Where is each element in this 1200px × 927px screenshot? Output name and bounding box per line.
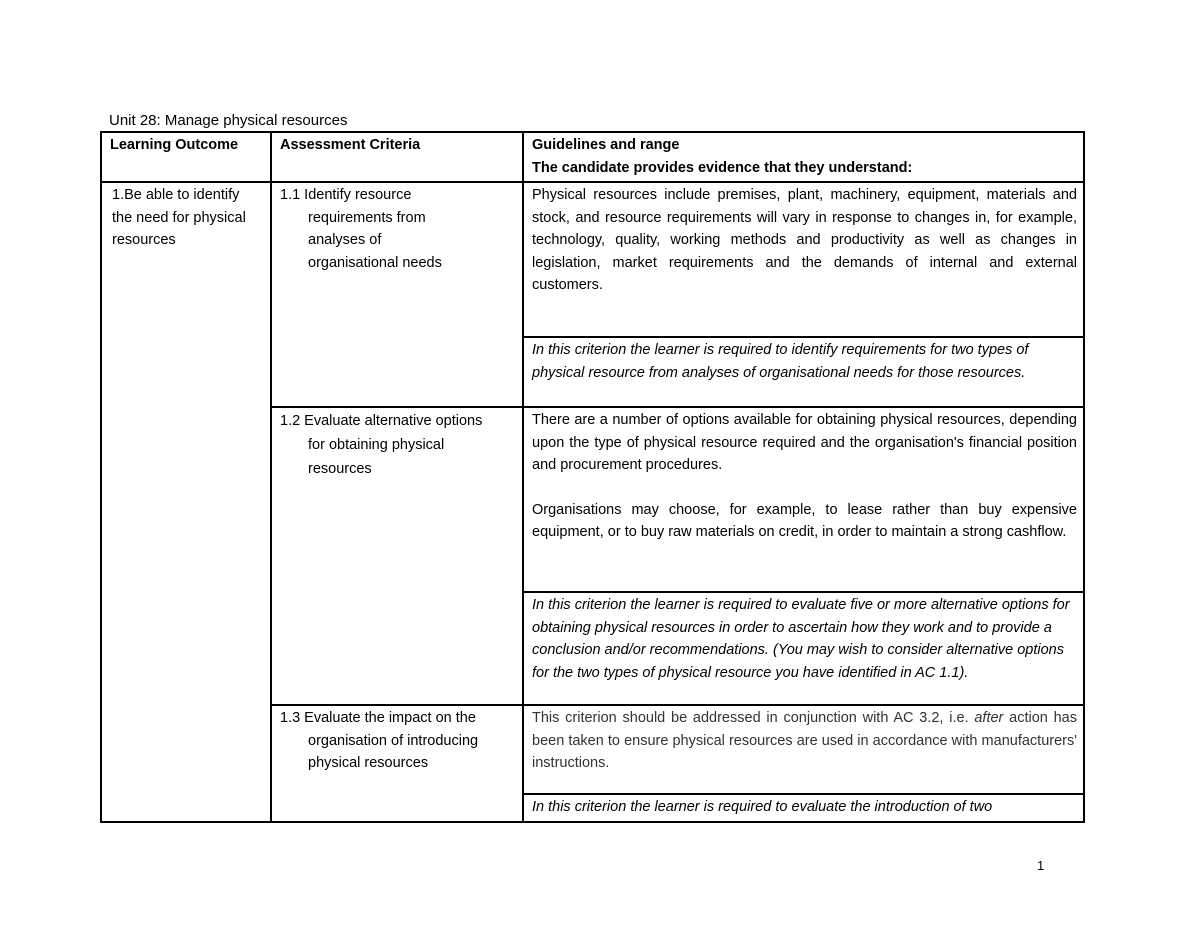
outcome-line: 1.Be able to identify <box>112 187 240 203</box>
learning-outcome-cell <box>101 182 271 822</box>
criterion-line: physical resources <box>308 755 429 771</box>
assessment-1-1 <box>523 337 1084 407</box>
unit-table <box>100 131 1085 823</box>
page-title: Unit 28: Manage physical resources <box>109 112 348 129</box>
table-header-row <box>101 132 1084 182</box>
assessment-text: In this criterion the learner is required to evaluate five or more alternative options for obtaining physical resources in order to ascertain how they work and to provide a conclusion and/or recommendations. <box>532 597 1070 658</box>
outcome-line: resources <box>112 232 176 248</box>
assessment-text: In this criterion the learner is required to evaluate the introduction of two <box>532 799 993 815</box>
criterion-line: 1.3 Evaluate the impact on the <box>280 710 476 726</box>
header-learning-outcome: Learning Outcome <box>101 132 271 182</box>
assessment-1-3 <box>523 794 1084 822</box>
guidance-emphasis: after <box>974 710 1004 726</box>
guidance-1-3 <box>523 705 1084 794</box>
header-guidelines-subtitle: The candidate provides evidence that they understand: <box>532 159 913 176</box>
criterion-line: organisational needs <box>308 254 442 271</box>
assessment-1-2 <box>523 592 1084 705</box>
criterion-line: requirements from <box>308 209 426 226</box>
criterion-line: for obtaining physical <box>308 437 445 453</box>
criterion-line: 1.1 Identify resource <box>280 187 412 203</box>
criterion-line: analyses of <box>308 232 382 248</box>
header-assessment-criteria: Assessment Criteria <box>271 132 523 182</box>
guidance-text: This criterion should be addressed in conjunction with AC 3.2, i.e. <box>532 710 969 726</box>
guidance-text: Organisations may choose, for example, to lease rather than buy expensive equipment, or to buy raw materials on credit, in order to maintain a strong cashflow. <box>532 501 1077 540</box>
criterion-1-2-cell <box>271 407 523 705</box>
header-guidelines <box>523 132 1084 182</box>
guidance-1-2 <box>523 407 1084 592</box>
table-row <box>101 182 1084 337</box>
assessment-text: In this criterion the learner is required to identify requirements for two types of physical resource from analyses of organisational needs for those resources. <box>532 342 1029 381</box>
guidance-text: Physical resources include premises, plant, machinery, equipment, materials and stock, and resource requirements will vary in response to changes in, for example, technology, quality, working methods and productivity as well as changes in legislation, market requirements and the demands of internal and external customers. <box>532 187 1077 293</box>
outcome-line: the need for physical <box>112 209 246 226</box>
criterion-line: 1.2 Evaluate alternative options <box>280 413 483 429</box>
criterion-line: organisation of introducing <box>308 732 479 749</box>
header-guidelines-title: Guidelines and range <box>532 137 680 153</box>
criterion-line: resources <box>308 461 372 477</box>
assessment-text: (You may wish to consider alternative options for the two types of physical resource you have identified in AC 1.1). <box>532 642 1064 681</box>
guidance-1-1 <box>523 182 1084 337</box>
criterion-1-1-cell <box>271 182 523 407</box>
criterion-1-3-cell <box>271 705 523 822</box>
guidance-text: There are a number of options available for obtaining physical resources, depending upon the type of physical resource required and the organisation's financial position and procurement procedures. <box>532 412 1077 473</box>
guidance-text: action has been taken to ensure physical resources are used in accordance with manufacturers' instructions. <box>532 710 1078 771</box>
page-number: 1 <box>1037 858 1045 873</box>
